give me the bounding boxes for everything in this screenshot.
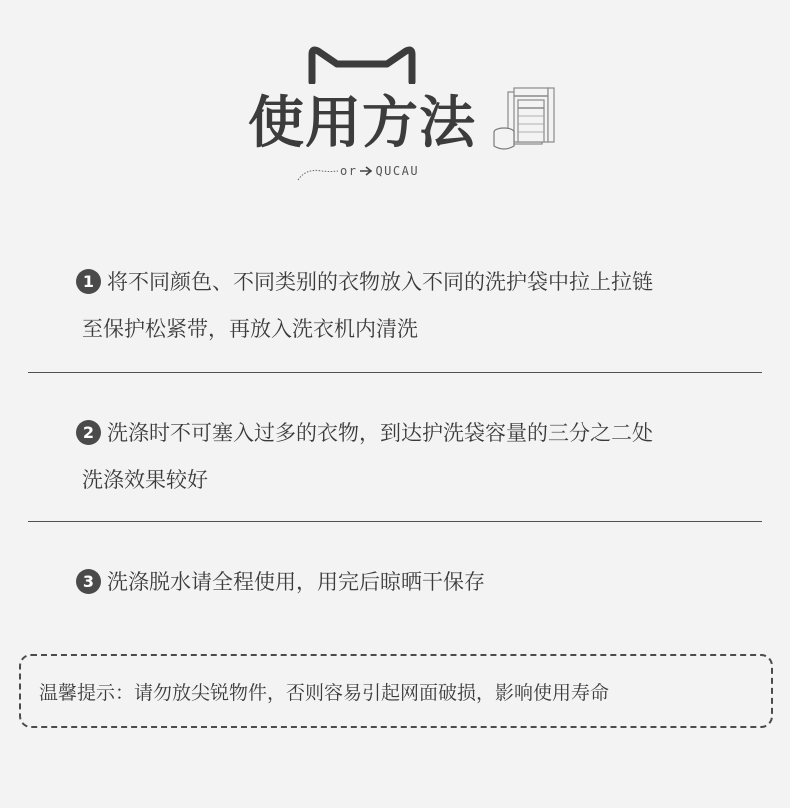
step-1-continuation: 至保护松紧带，再放入洗衣机内清洗 (82, 317, 418, 341)
brand-name: QUCAU (375, 164, 420, 178)
step-number-badge: 2 (76, 420, 101, 445)
step-number-badge: 3 (76, 569, 101, 594)
step-2 (76, 416, 776, 496)
step-2-line (76, 416, 776, 448)
page-title: 使用方法 (248, 91, 476, 156)
swoosh-icon (296, 160, 340, 182)
step-2-text: 洗涤时不可塞入过多的衣物，到达护洗袋容量的三分之二处 (107, 421, 653, 445)
brand-prefix: or (340, 164, 358, 178)
cat-ears-logo-icon (307, 44, 417, 84)
step-2-continuation: 洗涤效果较好 (82, 468, 208, 492)
warm-tip-text: 温馨提示：请勿放尖锐物件，否则容易引起网面破损，影响使用寿命 (39, 681, 610, 704)
warm-tip-box (19, 654, 773, 728)
step-number-badge: 1 (76, 269, 101, 294)
step-3 (76, 565, 776, 597)
arrow-right-icon (359, 165, 373, 177)
divider (28, 521, 762, 522)
step-1 (76, 265, 776, 345)
brand-signature (296, 160, 419, 182)
step-3-line (76, 565, 776, 597)
step-3-text: 洗涤脱水请全程使用，用完后晾晒干保存 (107, 570, 485, 594)
laundry-bags-illustration-icon (490, 86, 558, 152)
step-1-line (76, 265, 776, 297)
step-1-text: 将不同颜色、不同类别的衣物放入不同的洗护袋中拉上拉链 (107, 270, 653, 294)
divider (28, 372, 762, 373)
